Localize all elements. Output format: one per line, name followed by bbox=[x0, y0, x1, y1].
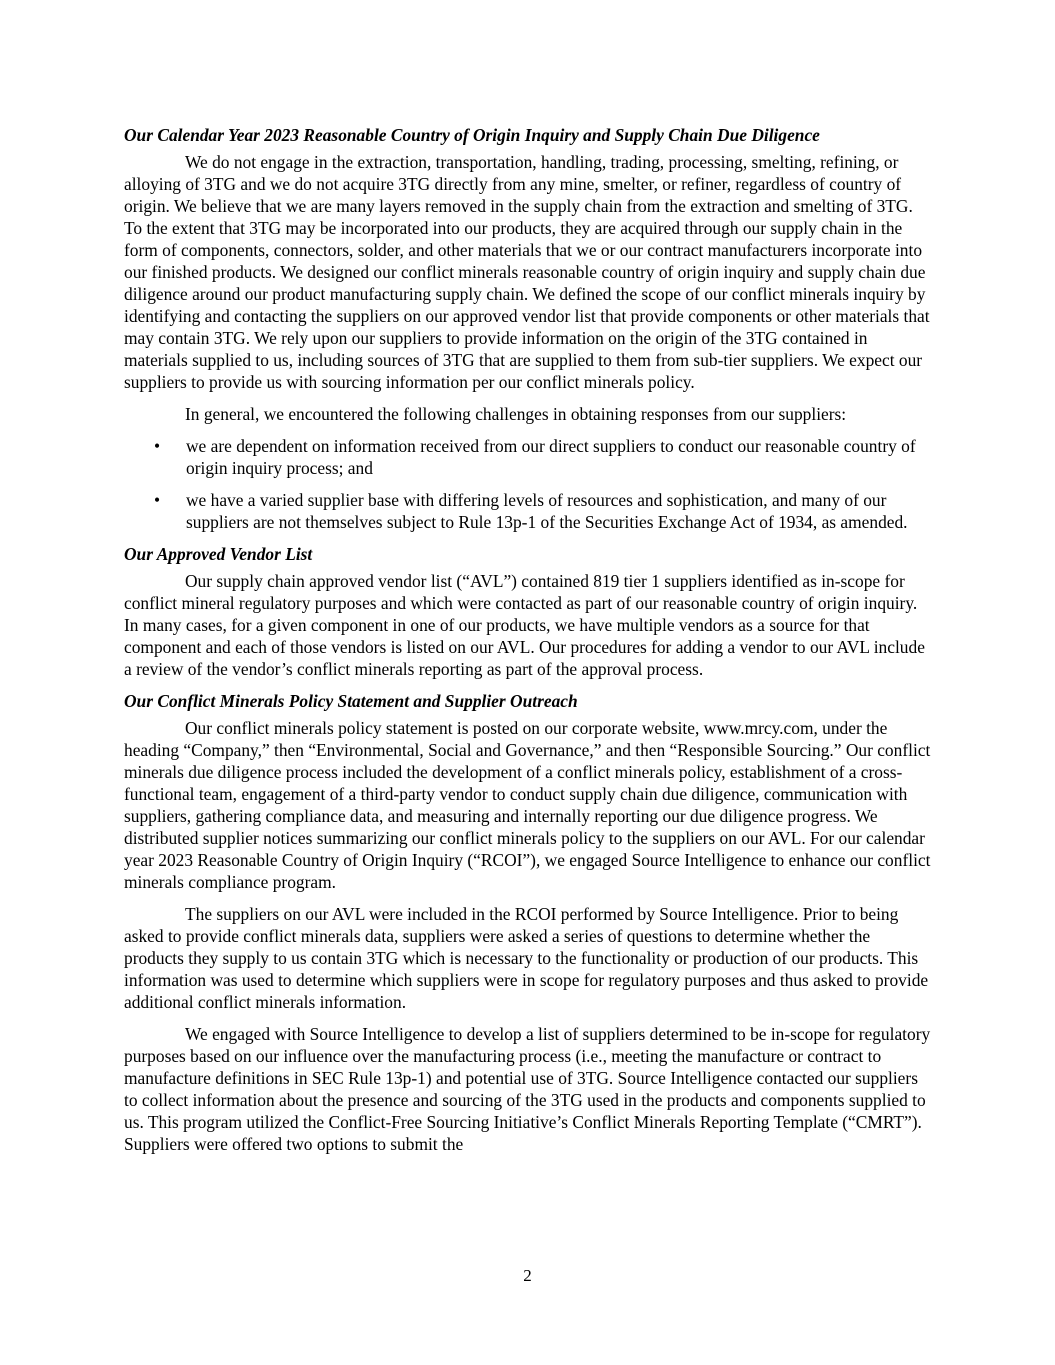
section-heading: Our Calendar Year 2023 Reasonable Country of Origin Inquiry and Supply Chain Due Diligence bbox=[124, 125, 820, 145]
section-rcoi bbox=[124, 124, 932, 533]
section-approved-vendor-list bbox=[124, 543, 932, 680]
section-heading: Our Approved Vendor List bbox=[124, 544, 313, 564]
section-heading: Our Conflict Minerals Policy Statement and Supplier Outreach bbox=[124, 691, 578, 711]
paragraph: We do not engage in the extraction, transportation, handling, trading, processing, smelting, refining, or alloying of 3TG and we do not acquire 3TG directly from any mine, smelter, or refiner, regardless of country of origin. We believe that we are many layers removed in the supply chain from the extraction and smelting of 3TG. To the extent that 3TG may be incorporated into our products, they are acquired through our supply chain in the form of components, connectors, solder, and other materials that we or our contract manufacturers incorporate into our finished products. We designed our conflict minerals reasonable country of origin inquiry and supply chain due diligence around our product manufacturing supply chain. We defined the scope of our conflict minerals inquiry by identifying and contacting the suppliers on our approved vendor list that provide components or other materials that may contain 3TG. We rely upon our suppliers to provide information on the origin of the 3TG contained in materials supplied to us, including sources of 3TG that are supplied to them from sub-tier suppliers. We expect our suppliers to provide us with sourcing information per our conflict minerals policy. bbox=[124, 152, 930, 392]
section-policy-statement bbox=[124, 690, 932, 1155]
bullet-icon: • bbox=[154, 436, 161, 456]
paragraph: We engaged with Source Intelligence to develop a list of suppliers determined to be in-scope for regulatory purposes based on our influence over the manufacturing process (i.e., meeting the manufacture or contract to manufacture definitions in SEC Rule 13p-1) and potential use of 3TG. Source Intelligence contacted our suppliers to collect information about the presence and sourcing of the 3TG used in the products and components supplied to us. This program utilized the Conflict-Free Sourcing Initiative’s Conflict Minerals Reporting Template (“CMRT”). Suppliers were offered two options to submit the bbox=[124, 1024, 931, 1154]
document-page bbox=[124, 124, 932, 1165]
list-item bbox=[124, 489, 932, 533]
paragraph: The suppliers on our AVL were included in the RCOI performed by Source Intelligence. Prior to being asked to provide conflict minerals data, suppliers were asked a series of questions to determine whether the products they supply to us contain 3TG which is necessary to the functionality or production of our products. This information was used to determine which suppliers were in scope for regulatory purposes and thus asked to provide additional conflict minerals information. bbox=[124, 904, 929, 1012]
paragraph: In general, we encountered the following challenges in obtaining responses from our suppliers: bbox=[185, 404, 847, 424]
list-item-text: we have a varied supplier base with differing levels of resources and sophistication, and many of our suppliers are not themselves subject to Rule 13p-1 of the Securities Exchange Act of 1934, as amended. bbox=[186, 490, 908, 532]
paragraph: Our supply chain approved vendor list (“AVL”) contained 819 tier 1 suppliers identified as in-scope for conflict mineral regulatory purposes and which were contacted as part of our reasonable country of origin inquiry. In many cases, for a given component in one of our products, we have multiple vendors as a source for that component and each of those vendors is listed on our AVL. Our procedures for adding a vendor to our AVL include a review of the vendor’s conflict minerals reporting as part of the approval process. bbox=[124, 571, 925, 679]
page-number: 2 bbox=[523, 1266, 532, 1285]
challenges-list bbox=[124, 435, 932, 533]
list-item-text: we are dependent on information received from our direct suppliers to conduct our reasonable country of origin inquiry process; and bbox=[186, 436, 916, 478]
bullet-icon: • bbox=[154, 490, 161, 510]
list-item bbox=[124, 435, 932, 479]
paragraph: Our conflict minerals policy statement is posted on our corporate website, www.mrcy.com, under the heading “Company,” then “Environmental, Social and Governance,” and then “Responsible Sourcing.” Our conflict minerals due diligence process included the development of a conflict minerals policy, establishment of a cross-functional team, engagement of a third-party vendor to conduct supply chain due diligence, communication with suppliers, gathering compliance data, and measuring and internally reporting our due diligence progress. We distributed supplier notices summarizing our conflict minerals policy to the suppliers on our AVL. For our calendar year 2023 Reasonable Country of Origin Inquiry (“RCOI”), we engaged Source Intelligence to enhance our conflict minerals compliance program. bbox=[124, 718, 931, 892]
